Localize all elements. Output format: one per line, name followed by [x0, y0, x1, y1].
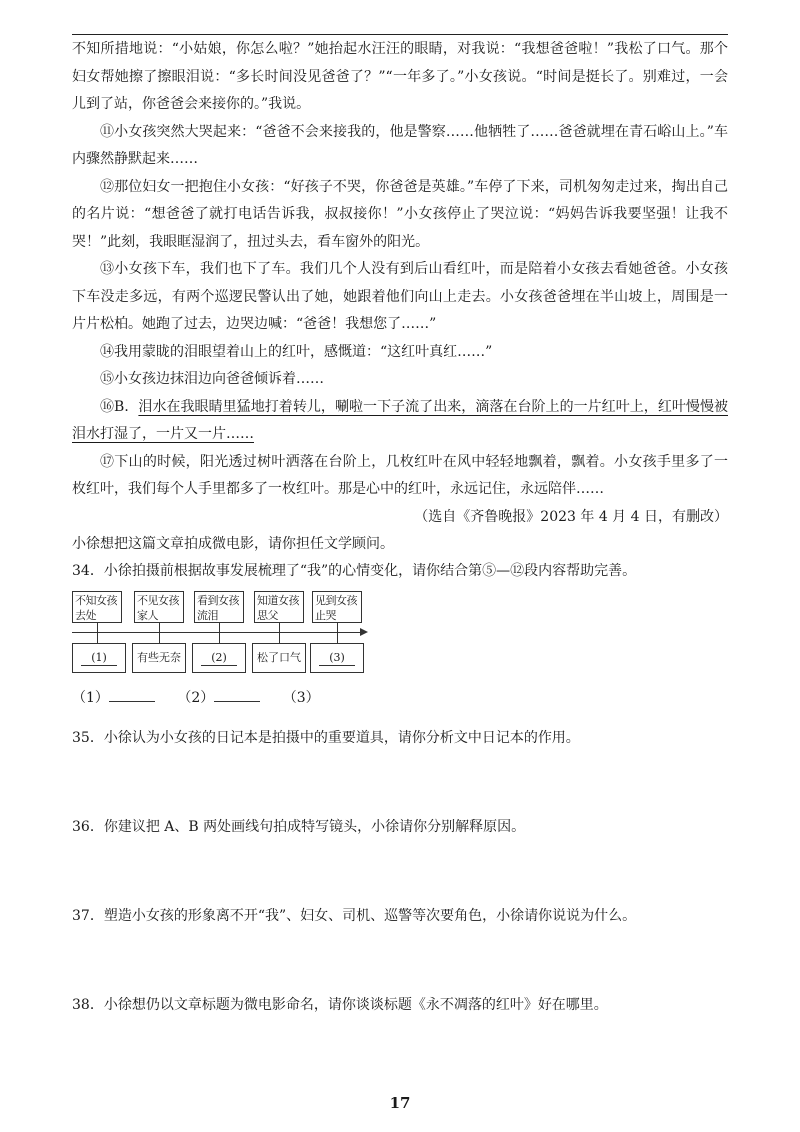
connector-line — [97, 623, 98, 643]
paragraph-16-marker: ⑯B． — [100, 398, 139, 415]
answer-blank-1[interactable] — [109, 685, 155, 702]
mood-box-3 — [192, 643, 246, 673]
question-38: 38．小徐想仍以文章标题为微电影命名，请你谈谈标题《永不凋落的红叶》好在哪里。 — [72, 996, 608, 1013]
passage-paragraph-12: ⑫那位妇女一把抱住小女孩：“好孩子不哭，你爸爸是英雄。”车停了下来，司机匆匆走过来，掏出自己的名片说：“想爸爸了就打电话告诉我，叔叔接你！”小女孩停止了哭泣说：“妈妈告诉我要坚强！让我不哭！”此刻，我眼眶湿润了，扭过头去，看车窗外的阳光。 — [72, 178, 728, 250]
underlined-sentence-b: 泪水在我眼睛里猛地打着转儿，唰啦一下子流了出来，滴落在台阶上的一片红叶上，红叶慢慢被泪水打湿了，一片又一片…… — [72, 398, 728, 442]
answer-label-2: （2） — [177, 689, 215, 706]
event-box: 见到女孩止哭 — [312, 591, 362, 623]
answer-label-1: （1） — [72, 689, 109, 706]
task-intro: 小徐想把这篇文章拍成微电影，请你担任文学顾问。 — [72, 535, 394, 552]
passage-paragraph-11: ⑪小女孩突然大哭起来：“爸爸不会来接我的，他是警察……他牺牲了……爸爸就埋在青石峪山上。”车内骤然静默起来…… — [72, 123, 728, 167]
passage-paragraph-13: ⑬小女孩下车，我们也下了车。我们几个人没有到后山看红叶，而是陪着小女孩去看她爸爸。小女孩下车没走多远，有两个巡逻民警认出了她，她跟着他们向山上走去。小女孩爸爸埋在半山坡上，周围是一片片松柏。她跑了过去，边哭边喊：“爸爸！我想您了……” — [72, 261, 728, 332]
event-box: 知道女孩思父 — [254, 591, 304, 623]
timeline-arrowhead-icon — [360, 628, 368, 636]
mood-blank-1: (1) — [81, 651, 117, 666]
answer-blank-2[interactable] — [214, 685, 260, 702]
passage-paragraph-15: ⑮小女孩边抹泪边向爸爸倾诉着…… — [100, 371, 324, 387]
passage-paragraph-17: ⑰下山的时候，阳光透过树叶洒落在台阶上，几枚红叶在风中轻轻地飘着，飘着。小女孩手里多了一枚红叶，我们每个人手里都多了一枚红叶。那是心中的红叶，永远记住，永远陪伴…… — [72, 453, 728, 497]
page-number: 17 — [389, 1094, 411, 1112]
event-box: 不见女孩家人 — [134, 591, 184, 623]
timeline-arrow-line — [72, 632, 362, 633]
answer-label-3: （3） — [282, 689, 320, 706]
document-page — [72, 36, 728, 1019]
header-rule — [72, 34, 728, 35]
event-box: 不知女孩去处 — [72, 591, 122, 623]
mood-box-2: 有些无奈 — [132, 643, 186, 673]
connector-line — [337, 623, 338, 643]
mood-box-5 — [310, 643, 364, 673]
mood-flow-diagram — [72, 591, 372, 679]
question-36: 36．你建议把 A、B 两处画线句拍成特写镜头，小徐请你分别解释原因。 — [72, 818, 526, 835]
connector-line — [159, 623, 160, 643]
question-34: 34．小徐拍摄前根据故事发展梳理了“我”的心情变化，请你结合第⑤—⑫段内容帮助完善。 — [72, 562, 637, 579]
passage-paragraph-16 — [72, 394, 728, 449]
connector-line — [279, 623, 280, 643]
question-37: 37．塑造小女孩的形象离不开“我”、妇女、司机、巡警等次要角色，小徐请你说说为什么。 — [72, 907, 637, 924]
mood-blank-2: (2) — [201, 651, 237, 666]
question-35: 35．小徐认为小女孩的日记本是拍摄中的重要道具，请你分析文中日记本的作用。 — [72, 729, 580, 746]
source-citation: （选自《齐鲁晚报》2023 年 4 月 4 日，有删改） — [414, 508, 728, 525]
connector-line — [219, 623, 220, 643]
mood-box-1 — [72, 643, 126, 673]
passage-paragraph-continued: 不知所措地说：“小姑娘，你怎么啦？”她抬起水汪汪的眼睛，对我说：“我想爸爸啦！”我松了口气。那个妇女帮她擦了擦眼泪说：“多长时间没见爸爸了？”“一年多了。”小女孩说。“时间是挺长了。别难过，一会儿到了站，你爸爸会来接你的。”我说。 — [72, 41, 728, 112]
passage-paragraph-14: ⑭我用蒙眬的泪眼望着山上的红叶，感慨道：“这红叶真红……” — [100, 343, 493, 360]
mood-blank-3: (3) — [319, 651, 355, 666]
event-box: 看到女孩流泪 — [194, 591, 244, 623]
mood-box-4: 松了口气 — [252, 643, 306, 673]
answer-blanks-34 — [72, 685, 728, 711]
